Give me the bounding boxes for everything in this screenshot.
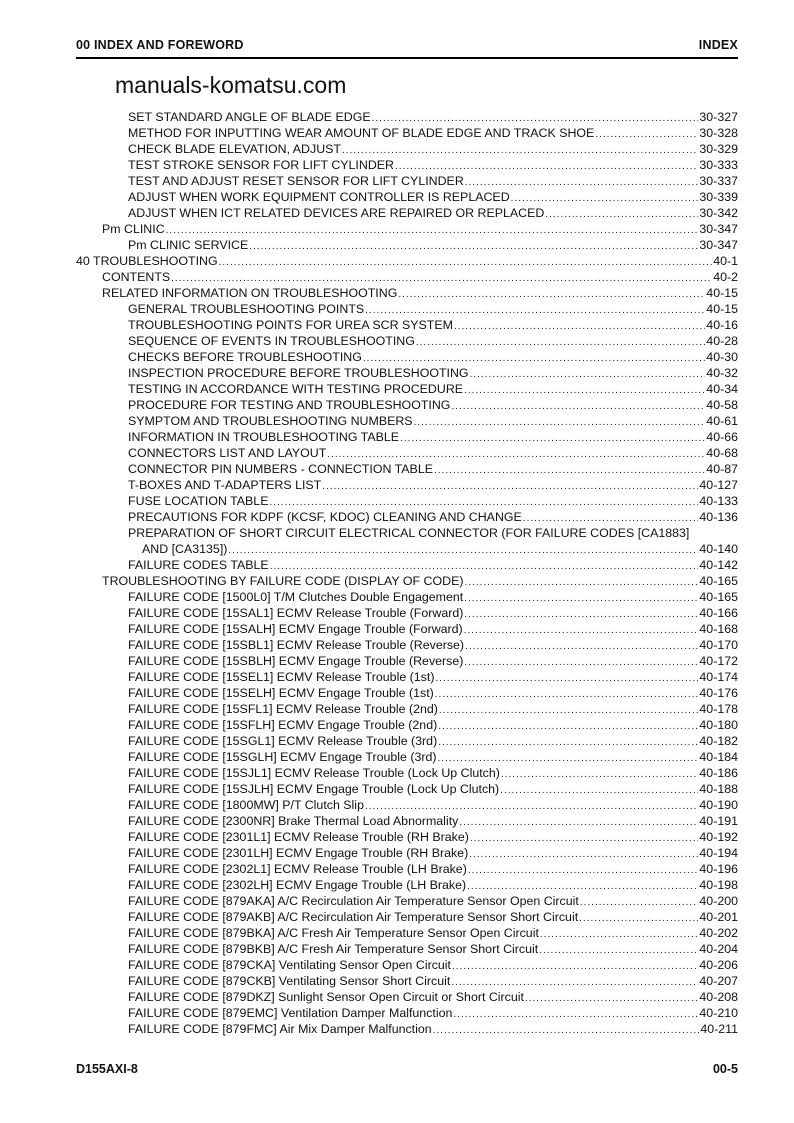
toc-entry-title: 40 TROUBLESHOOTING xyxy=(76,254,218,268)
toc-entry-title: FAILURE CODE [15SBLH] ECMV Engage Trouble (Reverse) xyxy=(128,654,464,668)
dot-leader xyxy=(451,973,698,989)
toc-entry[interactable] xyxy=(76,989,738,1005)
toc-entry-page: 40-202 xyxy=(699,926,738,940)
toc-entry-title: PRECAUTIONS FOR KDPF (KCSF, KDOC) CLEANING AND CHANGE xyxy=(128,510,522,524)
toc-entry[interactable] xyxy=(76,429,738,445)
toc-entry-page: 40-188 xyxy=(699,782,738,796)
toc-entry[interactable] xyxy=(76,605,738,621)
toc-entry-title: FAILURE CODE [879BKA] A/C Fresh Air Temperature Sensor Open Circuit xyxy=(128,926,539,940)
toc-entry-page: 30-339 xyxy=(699,190,738,204)
dot-leader xyxy=(452,957,698,973)
toc-entry-page: 30-342 xyxy=(699,206,738,220)
toc-entry-page: 40-66 xyxy=(706,430,738,444)
toc-entry[interactable] xyxy=(76,541,738,557)
toc-entry-title: CONNECTOR PIN NUMBERS - CONNECTION TABLE xyxy=(128,462,433,476)
toc-entry-page: 40-178 xyxy=(699,702,738,716)
toc-entry-page: 40-186 xyxy=(699,766,738,780)
toc-entry-page: 30-327 xyxy=(699,110,738,124)
dot-leader xyxy=(470,829,699,845)
dot-leader xyxy=(400,429,705,445)
toc-entry-page: 40-133 xyxy=(699,494,738,508)
toc-entry-page: 40-201 xyxy=(699,910,738,924)
toc-entry-page: 40-200 xyxy=(699,894,738,908)
toc-entry[interactable] xyxy=(76,877,738,893)
toc-entry-page: 30-347 xyxy=(699,238,738,252)
header-section-title: 00 INDEX AND FOREWORD xyxy=(76,38,244,52)
toc-entry-page: 40-191 xyxy=(699,814,738,828)
toc-entry-title: METHOD FOR INPUTTING WEAR AMOUNT OF BLADE EDGE AND TRACK SHOE xyxy=(128,126,595,140)
toc-entry[interactable] xyxy=(76,477,738,493)
dot-leader xyxy=(579,909,698,925)
toc-entry-title: GENERAL TROUBLESHOOTING POINTS xyxy=(128,302,365,316)
dot-leader xyxy=(464,381,705,397)
toc-entry[interactable] xyxy=(76,701,738,717)
toc-entry-page: 40-207 xyxy=(699,974,738,988)
toc-entry[interactable] xyxy=(76,829,738,845)
toc-entry-title: FAILURE CODE [2302LH] ECMV Engage Trouble (LH Brake) xyxy=(128,878,467,892)
toc-entry-title: CHECKS BEFORE TROUBLESHOOTING xyxy=(128,350,362,364)
dot-leader xyxy=(500,781,698,797)
toc-entry-page: 40-206 xyxy=(699,958,738,972)
footer-model: D155AXI-8 xyxy=(76,1062,138,1076)
toc-entry[interactable] xyxy=(76,957,738,973)
toc-entry[interactable] xyxy=(76,381,738,397)
dot-leader xyxy=(451,397,705,413)
toc-entry-page: 40-192 xyxy=(699,830,738,844)
toc-entry[interactable] xyxy=(76,621,738,637)
toc-entry-page: 40-196 xyxy=(699,862,738,876)
toc-entry[interactable] xyxy=(76,653,738,669)
toc-entry[interactable] xyxy=(76,845,738,861)
toc-entry[interactable] xyxy=(76,765,738,781)
header-rule xyxy=(76,57,738,59)
toc-entry-page: 30-347 xyxy=(699,222,738,236)
dot-leader xyxy=(439,701,699,717)
toc-entry-page: 40-142 xyxy=(699,558,738,572)
toc-entry-title: Pm CLINIC SERVICE xyxy=(128,238,249,252)
dot-leader xyxy=(434,461,705,477)
toc-entry-title: CHECK BLADE ELEVATION, ADJUST xyxy=(128,142,341,156)
toc-entry-page: 40-174 xyxy=(699,670,738,684)
dot-leader xyxy=(365,301,705,317)
toc-entry-page: 30-329 xyxy=(699,142,738,156)
toc-entry-page: 40-208 xyxy=(699,990,738,1004)
toc-entry[interactable] xyxy=(76,589,738,605)
dot-leader xyxy=(511,189,699,205)
dot-leader xyxy=(342,141,698,157)
dot-leader xyxy=(363,349,705,365)
toc-entry-title: FAILURE CODE [15SALH] ECMV Engage Trouble (Forward) xyxy=(128,622,463,636)
toc-entry-title: FAILURE CODE [15SFL1] ECMV Release Trouble (2nd) xyxy=(128,702,438,716)
dot-leader xyxy=(464,621,699,637)
toc-entry-title: FAILURE CODES TABLE xyxy=(128,558,269,572)
toc-entry-page: 40-61 xyxy=(706,414,738,428)
dot-leader xyxy=(249,237,698,253)
table-of-contents xyxy=(76,109,738,1037)
dot-leader xyxy=(465,637,698,653)
toc-entry[interactable] xyxy=(76,925,738,941)
watermark: manuals-komatsu.com xyxy=(115,72,347,98)
toc-entry-page: 40-28 xyxy=(706,334,738,348)
toc-entry[interactable] xyxy=(76,317,738,333)
toc-entry[interactable] xyxy=(76,445,738,461)
toc-entry-page: 40-165 xyxy=(699,574,738,588)
toc-entry-title: FAILURE CODE [879BKB] A/C Fresh Air Temperature Sensor Short Circuit xyxy=(128,942,539,956)
toc-entry-title: FAILURE CODE [2302L1] ECMV Release Trouble (LH Brake) xyxy=(128,862,467,876)
toc-entry[interactable] xyxy=(76,237,738,253)
dot-leader xyxy=(433,1021,700,1037)
toc-entry-title: FAILURE CODE [15SELH] ECMV Engage Trouble (1st) xyxy=(128,686,434,700)
toc-entry[interactable] xyxy=(76,125,738,141)
toc-entry-page: 40-168 xyxy=(699,622,738,636)
toc-entry-page: 40-180 xyxy=(699,718,738,732)
toc-entry-title: Pm CLINIC xyxy=(102,222,165,236)
toc-entry[interactable] xyxy=(76,685,738,701)
dot-leader xyxy=(540,925,699,941)
dot-leader xyxy=(372,109,699,125)
toc-entry[interactable] xyxy=(76,525,738,541)
toc-entry[interactable] xyxy=(76,365,738,381)
toc-entry[interactable] xyxy=(76,205,738,221)
toc-entry-title: T-BOXES AND T-ADAPTERS LIST xyxy=(128,478,322,492)
dot-leader xyxy=(595,125,698,141)
dot-leader xyxy=(414,413,706,429)
toc-entry[interactable] xyxy=(76,861,738,877)
dot-leader xyxy=(525,989,698,1005)
toc-entry-title: FAILURE CODE [15SGLH] ECMV Engage Trouble (3rd) xyxy=(128,750,437,764)
dot-leader xyxy=(464,653,698,669)
toc-entry-page: 40-166 xyxy=(699,606,738,620)
toc-entry[interactable] xyxy=(76,509,738,525)
toc-entry-title: FAILURE CODE [15SEL1] ECMV Release Trouble (1st) xyxy=(128,670,435,684)
dot-leader xyxy=(467,877,698,893)
toc-entry-page: 40-15 xyxy=(706,302,738,316)
toc-entry[interactable] xyxy=(76,493,738,509)
toc-entry-title: FAILURE CODE [15SJLH] ECMV Engage Trouble (Lock Up Clutch) xyxy=(128,782,500,796)
dot-leader xyxy=(365,797,698,813)
toc-entry-page: 40-170 xyxy=(699,638,738,652)
toc-entry-page: 40-190 xyxy=(699,798,738,812)
toc-entry[interactable] xyxy=(76,173,738,189)
page-header xyxy=(76,38,738,52)
toc-entry[interactable] xyxy=(76,781,738,797)
toc-entry[interactable] xyxy=(76,333,738,349)
toc-entry-title: FAILURE CODE [15SGL1] ECMV Release Trouble (3rd) xyxy=(128,734,438,748)
toc-entry[interactable] xyxy=(76,1021,738,1037)
toc-entry-page: 40-165 xyxy=(699,590,738,604)
toc-entry[interactable] xyxy=(76,973,738,989)
toc-entry-title: TROUBLESHOOTING BY FAILURE CODE (DISPLAY OF CODE) xyxy=(102,574,464,588)
dot-leader xyxy=(435,669,698,685)
dot-leader xyxy=(453,1005,698,1021)
toc-entry[interactable] xyxy=(76,557,738,573)
dot-leader xyxy=(523,509,699,525)
toc-entry-title: TESTING IN ACCORDANCE WITH TESTING PROCEDURE xyxy=(128,382,464,396)
toc-entry-page: 40-1 xyxy=(713,254,738,268)
toc-entry-title: FAILURE CODE [1800MW] P/T Clutch Slip xyxy=(128,798,364,812)
toc-entry-title: PROCEDURE FOR TESTING AND TROUBLESHOOTING xyxy=(128,398,451,412)
toc-entry-title: SYMPTOM AND TROUBLESHOOTING NUMBERS xyxy=(128,414,413,428)
toc-entry-page: 40-176 xyxy=(699,686,738,700)
dot-leader xyxy=(545,205,698,221)
dot-leader xyxy=(464,605,698,621)
toc-entry[interactable] xyxy=(76,637,738,653)
toc-entry-title: INFORMATION IN TROUBLESHOOTING TABLE xyxy=(128,430,400,444)
dot-leader xyxy=(171,269,712,285)
toc-entry-page: 40-210 xyxy=(699,1006,738,1020)
toc-entry-title: TEST AND ADJUST RESET SENSOR FOR LIFT CYLINDER xyxy=(128,174,464,188)
toc-entry[interactable] xyxy=(76,397,738,413)
toc-entry[interactable] xyxy=(76,941,738,957)
toc-entry-title: CONNECTORS LIST AND LAYOUT xyxy=(128,446,327,460)
toc-entry[interactable] xyxy=(76,797,738,813)
toc-entry[interactable] xyxy=(76,189,738,205)
toc-entry[interactable] xyxy=(76,573,738,589)
toc-entry-title: AND [CA3135]) xyxy=(142,542,228,556)
dot-leader xyxy=(454,317,705,333)
toc-entry-title: ADJUST WHEN WORK EQUIPMENT CONTROLLER IS REPLACED xyxy=(128,190,510,204)
toc-entry-page: 30-328 xyxy=(699,126,738,140)
toc-entry-title: FAILURE CODE [2300NR] Brake Thermal Load Abnormality xyxy=(128,814,459,828)
toc-entry-page: 40-211 xyxy=(700,1022,738,1036)
dot-leader xyxy=(322,477,698,493)
dot-leader xyxy=(438,733,698,749)
toc-entry[interactable] xyxy=(76,349,738,365)
toc-entry[interactable] xyxy=(76,717,738,733)
dot-leader xyxy=(166,221,699,237)
toc-entry-title: FAILURE CODE [15SFLH] ECMV Engage Trouble (2nd) xyxy=(128,718,438,732)
dot-leader xyxy=(395,157,698,173)
header-index-label: INDEX xyxy=(698,38,738,52)
toc-entry[interactable] xyxy=(76,669,738,685)
toc-entry[interactable] xyxy=(76,157,738,173)
dot-leader xyxy=(438,717,698,733)
toc-entry-page: 40-34 xyxy=(706,382,738,396)
toc-entry[interactable] xyxy=(76,813,738,829)
toc-entry[interactable] xyxy=(76,253,738,269)
toc-entry-title: FAILURE CODE [879AKB] A/C Recirculation Air Temperature Sensor Short Circuit xyxy=(128,910,579,924)
toc-entry-title: FAILURE CODE [2301LH] ECMV Engage Trouble (RH Brake) xyxy=(128,846,469,860)
dot-leader xyxy=(459,813,698,829)
toc-entry-page: 40-30 xyxy=(706,350,738,364)
toc-entry-page: 40-87 xyxy=(706,462,738,476)
toc-entry-page: 30-333 xyxy=(699,158,738,172)
dot-leader xyxy=(465,173,699,189)
toc-entry-page: 40-32 xyxy=(706,366,738,380)
dot-leader xyxy=(228,541,698,557)
dot-leader xyxy=(580,893,699,909)
toc-entry-title: SEQUENCE OF EVENTS IN TROUBLESHOOTING xyxy=(128,334,415,348)
dot-leader xyxy=(470,365,706,381)
toc-entry-page: 30-337 xyxy=(699,174,738,188)
page-footer xyxy=(76,1062,738,1076)
toc-entry-title: FAILURE CODE [879AKA] A/C Recirculation Air Temperature Sensor Open Circuit xyxy=(128,894,579,908)
dot-leader xyxy=(327,445,705,461)
toc-entry[interactable] xyxy=(76,733,738,749)
dot-leader xyxy=(468,861,699,877)
toc-entry-title: FAILURE CODE [2301L1] ECMV Release Trouble (RH Brake) xyxy=(128,830,469,844)
toc-entry[interactable] xyxy=(76,109,738,125)
toc-entry-page: 40-184 xyxy=(699,750,738,764)
dot-leader xyxy=(398,285,705,301)
dot-leader xyxy=(539,941,698,957)
toc-entry-title: TEST STROKE SENSOR FOR LIFT CYLINDER xyxy=(128,158,394,172)
toc-entry-title: FAILURE CODE [15SAL1] ECMV Release Trouble (Forward) xyxy=(128,606,464,620)
toc-entry[interactable] xyxy=(76,285,738,301)
toc-entry-title: RELATED INFORMATION ON TROUBLESHOOTING xyxy=(102,286,398,300)
toc-entry-title: SET STANDARD ANGLE OF BLADE EDGE xyxy=(128,110,371,124)
toc-entry-page: 40-2 xyxy=(713,270,738,284)
footer-page-number: 00-5 xyxy=(712,1062,738,1076)
toc-entry-page: 40-198 xyxy=(699,878,738,892)
toc-entry-title: TROUBLESHOOTING POINTS FOR UREA SCR SYSTEM xyxy=(128,318,453,332)
toc-entry-title: FAILURE CODE [879FMC] Air Mix Damper Malfunction xyxy=(128,1022,432,1036)
toc-entry-page: 40-140 xyxy=(699,542,738,556)
dot-leader xyxy=(438,749,699,765)
dot-leader xyxy=(501,765,699,781)
dot-leader xyxy=(435,685,699,701)
toc-entry[interactable] xyxy=(76,461,738,477)
toc-entry[interactable] xyxy=(76,141,738,157)
toc-entry-title: FAILURE CODE [15SJL1] ECMV Release Trouble (Lock Up Clutch) xyxy=(128,766,500,780)
toc-entry-title: FAILURE CODE [879DKZ] Sunlight Sensor Open Circuit or Short Circuit xyxy=(128,990,524,1004)
toc-entry-title: PREPARATION OF SHORT CIRCUIT ELECTRICAL CONNECTOR (FOR FAILURE CODES [CA1883] xyxy=(128,526,690,540)
toc-entry-page: 40-194 xyxy=(699,846,738,860)
toc-entry[interactable] xyxy=(76,413,738,429)
toc-entry[interactable] xyxy=(76,301,738,317)
toc-entry-page: 40-172 xyxy=(699,654,738,668)
toc-entry-title: FUSE LOCATION TABLE xyxy=(128,494,269,508)
toc-entry-page: 40-182 xyxy=(699,734,738,748)
toc-entry-page: 40-16 xyxy=(706,318,738,332)
toc-entry-title: FAILURE CODE [879EMC] Ventilation Damper Malfunction xyxy=(128,1006,453,1020)
toc-entry-title: FAILURE CODE [1500L0] T/M Clutches Double Engagement xyxy=(128,590,464,604)
toc-entry-page: 40-68 xyxy=(706,446,738,460)
dot-leader xyxy=(269,493,698,509)
toc-entry-page: 40-136 xyxy=(699,510,738,524)
toc-entry-title: INSPECTION PROCEDURE BEFORE TROUBLESHOOTING xyxy=(128,366,469,380)
toc-entry-page: 40-204 xyxy=(699,942,738,956)
dot-leader xyxy=(464,589,698,605)
dot-leader xyxy=(464,573,698,589)
toc-entry[interactable] xyxy=(76,749,738,765)
toc-entry[interactable] xyxy=(76,221,738,237)
toc-entry-page: 40-15 xyxy=(706,286,738,300)
toc-entry-title: CONTENTS xyxy=(102,270,171,284)
toc-entry-page: 40-127 xyxy=(699,478,738,492)
dot-leader xyxy=(270,557,699,573)
toc-entry[interactable] xyxy=(76,893,738,909)
toc-entry[interactable] xyxy=(76,1005,738,1021)
toc-entry[interactable] xyxy=(76,269,738,285)
toc-entry-title: ADJUST WHEN ICT RELATED DEVICES ARE REPAIRED OR REPLACED xyxy=(128,206,545,220)
toc-entry-title: FAILURE CODE [15SBL1] ECMV Release Trouble (Reverse) xyxy=(128,638,465,652)
dot-leader xyxy=(469,845,698,861)
toc-entry-page: 40-58 xyxy=(706,398,738,412)
toc-entry-title: FAILURE CODE [879CKA] Ventilating Sensor Open Circuit xyxy=(128,958,451,972)
toc-entry[interactable] xyxy=(76,909,738,925)
dot-leader xyxy=(416,333,705,349)
toc-entry-title: FAILURE CODE [879CKB] Ventilating Sensor Short Circuit xyxy=(128,974,451,988)
dot-leader xyxy=(219,253,713,269)
